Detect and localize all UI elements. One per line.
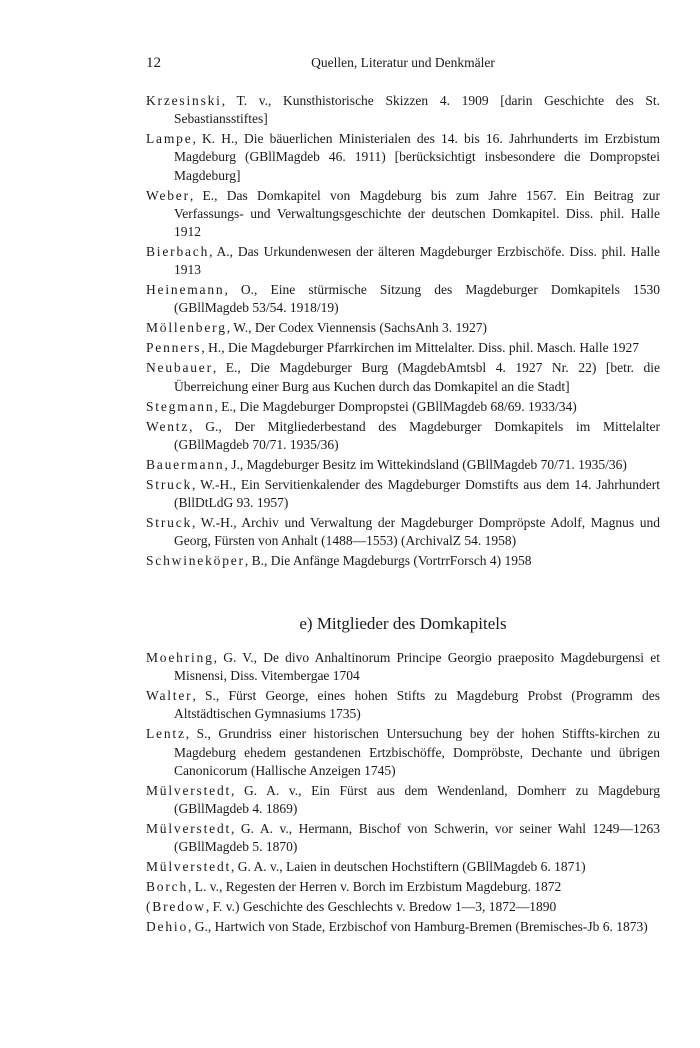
entry-author: Mülverstedt	[146, 859, 232, 875]
entry-text: , G., Der Mitgliederbestand des Magdeburger Domkapitels im Mittelalter (GBllMagdeb 70/71. 1935/36)	[174, 418, 660, 452]
entry-author: Krzesinski	[146, 93, 222, 108]
entry-author: Mülverstedt	[146, 821, 232, 837]
entry-author: Wentz	[146, 418, 190, 434]
entry-text: , G. V., De divo Anhaltinorum Principe Georgio praeposito Magdeburgensi et Misnensi, Diss. Vitembergae 1704	[174, 650, 660, 684]
bibliography-entry	[146, 281, 660, 317]
bibliography-entry	[146, 878, 660, 896]
entry-text: , H., Die Magdeburger Pfarrkirchen im Mittelalter. Diss. phil. Masch. Halle 1927	[201, 340, 639, 356]
entry-text: , K. H., Die bäuerlichen Ministerialen des 14. bis 16. Jahrhunderts im Erzbistum Magdeburg (GBllMagdeb 46. 1911) [berücksichtigt insbesondere die Dompropstei Magdeburg]	[174, 131, 660, 183]
entry-text: , E., Die Magdeburger Burg (MagdebAmtsbl 4. 1927 Nr. 22) [betr. die Überreichung einer Burg aus Kuchen durch das Domkapitel an die Stadt]	[174, 360, 660, 394]
bibliography-entry	[146, 359, 660, 395]
entry-author: Moehring	[146, 650, 214, 665]
bibliography-entry	[146, 418, 660, 454]
entry-author: Walter	[146, 688, 193, 704]
bibliography-entry	[146, 918, 660, 936]
bibliography-entry	[146, 398, 660, 416]
entry-author: Lampe	[146, 131, 193, 147]
entry-text: , F. v.) Geschichte des Geschlechts v. Bredow 1—3, 1872—1890	[205, 899, 557, 915]
entry-text: , G. A. v., Laien in deutschen Hochstiftern (GBllMagdeb 6. 1871)	[231, 859, 586, 875]
entry-text: , W.-H., Archiv und Verwaltung der Magdeburger Dompröpste Adolf, Magnus und Georg, Fürsten von Anhalt (1488—1553) (ArchivalZ 54. 1958)	[174, 515, 660, 549]
entry-author: Struck	[146, 515, 193, 531]
entry-author: Penners	[146, 340, 202, 356]
entry-author: Bierbach	[146, 244, 210, 260]
bibliography-entry	[146, 92, 660, 128]
entry-author: Schwineköper	[146, 553, 245, 569]
entry-author: Möllenberg	[146, 320, 227, 336]
bibliography-list-members	[146, 649, 660, 938]
bibliography-entry	[146, 687, 660, 723]
entry-text: , W., Der Codex Viennensis (SachsAnh 3. 1927)	[226, 320, 488, 336]
bibliography-entry	[146, 130, 660, 185]
entry-text: , B., Die Anfänge Magdeburgs (VortrrForsch 4) 1958	[244, 553, 532, 569]
bibliography-entry	[146, 649, 660, 685]
entry-text: , E., Die Magdeburger Dompropstei (GBllMagdeb 68/69. 1933/34)	[214, 398, 577, 414]
entry-text: , G., Hartwich von Stade, Erzbischof von Hamburg-Bremen (Bremisches-Jb 6. 1873)	[188, 919, 648, 935]
bibliography-entry	[146, 187, 660, 242]
entry-text: , T. v., Kunsthistorische Skizzen 4. 1909 [darin Geschichte des St. Sebastiansstiftes]	[174, 93, 660, 127]
entry-author: Mülverstedt	[146, 782, 232, 798]
entry-author: Borch	[146, 879, 188, 895]
entry-author: Neubauer	[146, 360, 213, 376]
entry-text: , S., Fürst George, eines hohen Stifts zu Magdeburg Probst (Programm des Altstädtischen Gymnasiums 1735)	[174, 688, 660, 722]
entry-author: Stegmann	[146, 398, 215, 414]
page-header	[146, 55, 660, 75]
entry-author: (Bredow	[146, 899, 206, 915]
entry-author: Heinemann	[146, 282, 225, 298]
entry-text: , W.-H., Ein Servitienkalender des Magdeburger Domstifts aus dem 14. Jahrhundert (BllDtLdG 93. 1957)	[174, 476, 660, 511]
section-heading: e) Mitglieder des Domkapitels	[299, 614, 507, 633]
bibliography-entry	[146, 514, 660, 550]
entry-text: , S., Grundriss einer historischen Untersuchung bey der hohen Stiffts-kirchen zu Magdeburg ehedem gestandenen Ertzbischöffe, Dompröbste, Dechante und übrigen Canonicorum (Hallische Anzeigen 1745)	[174, 726, 660, 778]
bibliography-entry	[146, 725, 660, 780]
bibliography-entry	[146, 552, 660, 570]
bibliography-entry	[146, 243, 660, 279]
entry-text: , O., Eine stürmische Sitzung des Magdeburger Domkapitels 1530 (GBllMagdeb 53/54. 1918/19)	[174, 282, 660, 316]
entry-author: Weber	[146, 187, 190, 203]
entry-text: , A., Das Urkundenwesen der älteren Magdeburger Erzbischöfe. Diss. phil. Halle 1913	[174, 244, 660, 278]
page-number: 12	[146, 55, 161, 71]
bibliography-entry	[146, 820, 660, 856]
bibliography-entry	[146, 476, 660, 512]
entry-author: Struck	[146, 476, 193, 492]
entry-text: , J., Magdeburger Besitz im Wittekindsland (GBllMagdeb 70/71. 1935/36)	[224, 456, 627, 472]
bibliography-entry	[146, 898, 660, 916]
entry-author: Bauermann	[146, 456, 225, 472]
entry-author: Lentz	[146, 726, 186, 742]
bibliography-entry	[146, 858, 660, 876]
bibliography-entry	[146, 782, 660, 818]
entry-text: , G. A. v., Ein Fürst aus dem Wendenland, Domherr zu Magdeburg (GBllMagdeb 4. 1869)	[174, 782, 660, 817]
entry-text: , G. A. v., Hermann, Bischof von Schwerin, vor seiner Wahl 1249—1263 (GBllMagdeb 5. 1870)	[174, 821, 660, 855]
running-title: Quellen, Literatur und Denkmäler	[311, 55, 495, 70]
entry-text: , L. v., Regesten der Herren v. Borch im Erzbistum Magdeburg. 1872	[188, 879, 562, 895]
bibliography-entry	[146, 319, 660, 337]
entry-text: , E., Das Domkapitel von Magdeburg bis zum Jahre 1567. Ein Beitrag zur Verfassungs- und Verwaltungsgeschichte der deutschen Domkapitel. Diss. phil. Halle 1912	[174, 187, 660, 240]
bibliography-list-literature	[146, 92, 660, 572]
entry-author: Dehio	[146, 919, 188, 935]
bibliography-entry	[146, 456, 660, 474]
bibliography-entry	[146, 339, 660, 357]
